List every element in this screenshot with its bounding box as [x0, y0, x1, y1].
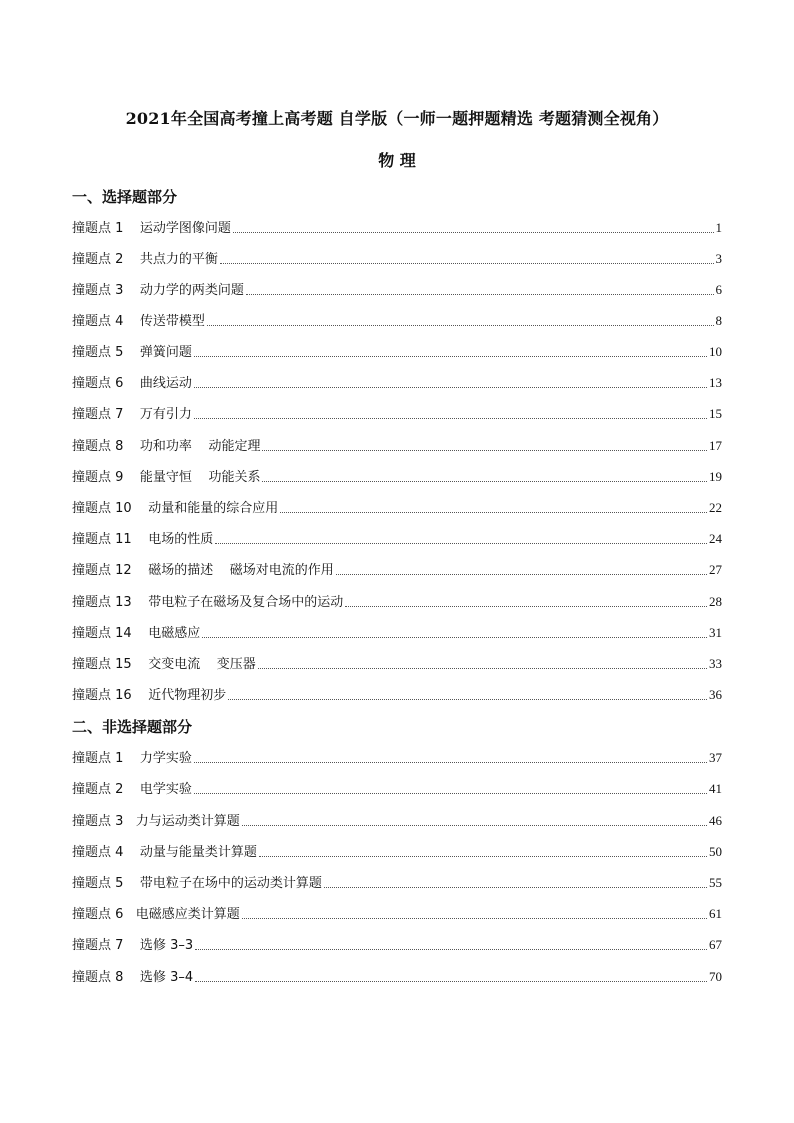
- toc-entry-page: 37: [709, 750, 722, 765]
- toc-leader-dots: [194, 355, 707, 357]
- toc-entry-label: 撞题点 3 动力学的两类问题: [72, 283, 244, 298]
- toc-leader-dots: [345, 605, 707, 607]
- toc-entry-label: 撞题点 8 功和功率 动能定理: [72, 439, 261, 454]
- toc-entry[interactable]: [72, 279, 722, 299]
- toc-entry[interactable]: [72, 435, 722, 455]
- toc-entry-label: 撞题点 7 选修 3–3: [72, 938, 194, 953]
- toc-entry-page: 19: [709, 469, 722, 484]
- toc-entry-label: 撞题点 10 动量和能量的综合应用: [72, 501, 279, 516]
- toc-leader-dots: [233, 231, 714, 233]
- toc-entry-page: 10: [709, 344, 722, 359]
- toc-entry-page: 13: [709, 375, 722, 390]
- toc-entry-label: 撞题点 11 电场的性质: [72, 532, 214, 547]
- toc-entry-label: 撞题点 6 曲线运动: [72, 376, 192, 391]
- toc-entry-page: 70: [709, 969, 722, 984]
- toc-leader-dots: [324, 886, 707, 888]
- toc-leader-dots: [207, 324, 714, 326]
- toc-leader-dots: [336, 573, 707, 575]
- toc-leader-dots: [246, 293, 714, 295]
- toc-entry[interactable]: [72, 403, 722, 423]
- toc-leader-dots: [195, 948, 707, 950]
- toc-entry[interactable]: [72, 591, 722, 611]
- toc-leader-dots: [242, 917, 707, 919]
- toc-leader-dots: [258, 667, 707, 669]
- document-title: 2021年全国高考撞上高考题 自学版（一师一题押题精选 考题猜测全视角）: [125, 109, 669, 128]
- toc-leader-dots: [194, 417, 707, 419]
- toc-leader-dots: [262, 449, 707, 451]
- toc-entry-page: 33: [709, 656, 722, 671]
- toc-leader-dots: [194, 792, 707, 794]
- toc-entry-label: 撞题点 5 带电粒子在场中的运动类计算题: [72, 876, 322, 891]
- toc-leader-dots: [262, 480, 707, 482]
- toc-entry-label: 撞题点 8 选修 3–4: [72, 970, 194, 985]
- toc-entry-label: 撞题点 5 弹簧问题: [72, 345, 192, 360]
- toc-entry[interactable]: [72, 872, 722, 892]
- toc-entry-label: 撞题点 6 电磁感应类计算题: [72, 907, 240, 922]
- toc-entry[interactable]: [72, 747, 722, 767]
- toc-leader-dots: [280, 511, 707, 513]
- toc-entry-label: 撞题点 2 共点力的平衡: [72, 252, 218, 267]
- toc-leader-dots: [194, 386, 707, 388]
- toc-entry-label: 撞题点 1 力学实验: [72, 751, 192, 766]
- toc-leader-dots: [228, 698, 707, 700]
- toc-entry-page: 67: [709, 937, 722, 952]
- toc-entry-page: 28: [709, 594, 722, 609]
- toc-leader-dots: [215, 542, 707, 544]
- toc-entry[interactable]: [72, 966, 722, 986]
- toc-leader-dots: [220, 262, 714, 264]
- toc-entry-page: 17: [709, 438, 722, 453]
- toc-entry-page: 15: [709, 406, 722, 421]
- toc-entry-page: 22: [709, 500, 722, 515]
- subject-heading: 物 理: [378, 151, 416, 170]
- toc-entry-page: 31: [709, 625, 722, 640]
- toc-entry-label: 撞题点 7 万有引力: [72, 407, 192, 422]
- toc-entry[interactable]: [72, 653, 722, 673]
- toc-entry-page: 6: [715, 282, 722, 297]
- toc-entry-page: 1: [715, 220, 722, 235]
- section-heading-non-choice: 二、非选择题部分: [72, 718, 193, 736]
- toc-entry[interactable]: [72, 217, 722, 237]
- toc-leader-dots: [194, 761, 707, 763]
- section-heading-choice: 一、选择题部分: [72, 188, 178, 206]
- toc-entry-page: 55: [709, 875, 722, 890]
- toc-entry-page: 41: [709, 781, 722, 796]
- toc-entry-page: 8: [715, 313, 722, 328]
- toc-entry[interactable]: [72, 684, 722, 704]
- toc-entry-label: 撞题点 9 能量守恒 功能关系: [72, 470, 261, 485]
- toc-entry-label: 撞题点 4 动量与能量类计算题: [72, 845, 257, 860]
- toc-entry[interactable]: [72, 841, 722, 861]
- toc-entry-page: 3: [715, 251, 722, 266]
- toc-entry[interactable]: [72, 622, 722, 642]
- toc-entry[interactable]: [72, 903, 722, 923]
- toc-entry-page: 27: [709, 562, 722, 577]
- toc-entry[interactable]: [72, 559, 722, 579]
- toc-entry-label: 撞题点 2 电学实验: [72, 782, 192, 797]
- toc-leader-dots: [242, 824, 707, 826]
- toc-leader-dots: [195, 980, 707, 982]
- toc-entry[interactable]: [72, 310, 722, 330]
- toc-entry[interactable]: [72, 934, 722, 954]
- toc-entry-label: 撞题点 16 近代物理初步: [72, 688, 227, 703]
- toc-entry-label: 撞题点 1 运动学图像问题: [72, 221, 231, 236]
- toc-entry-page: 46: [709, 813, 722, 828]
- toc-entry-label: 撞题点 13 带电粒子在磁场及复合场中的运动: [72, 595, 344, 610]
- toc-entry-page: 36: [709, 687, 722, 702]
- toc-entry[interactable]: [72, 528, 722, 548]
- toc-entry-label: 撞题点 4 传送带模型: [72, 314, 205, 329]
- toc-entry-label: 撞题点 12 磁场的描述 磁场对电流的作用: [72, 563, 334, 578]
- toc-entry-label: 撞题点 14 电磁感应: [72, 626, 201, 641]
- toc-entry[interactable]: [72, 497, 722, 517]
- toc-entry-label: 撞题点 15 交变电流 变压器: [72, 657, 256, 672]
- toc-entry[interactable]: [72, 778, 722, 798]
- toc-entry[interactable]: [72, 248, 722, 268]
- toc-entry[interactable]: [72, 810, 722, 830]
- toc-leader-dots: [259, 855, 707, 857]
- toc-entry-label: 撞题点 3 力与运动类计算题: [72, 814, 240, 829]
- toc-entry[interactable]: [72, 466, 722, 486]
- toc-entry[interactable]: [72, 372, 722, 392]
- toc-entry-page: 50: [709, 844, 722, 859]
- toc-entry-page: 24: [709, 531, 722, 546]
- toc-entry[interactable]: [72, 341, 722, 361]
- toc-entry-page: 61: [709, 906, 722, 921]
- toc-leader-dots: [202, 636, 707, 638]
